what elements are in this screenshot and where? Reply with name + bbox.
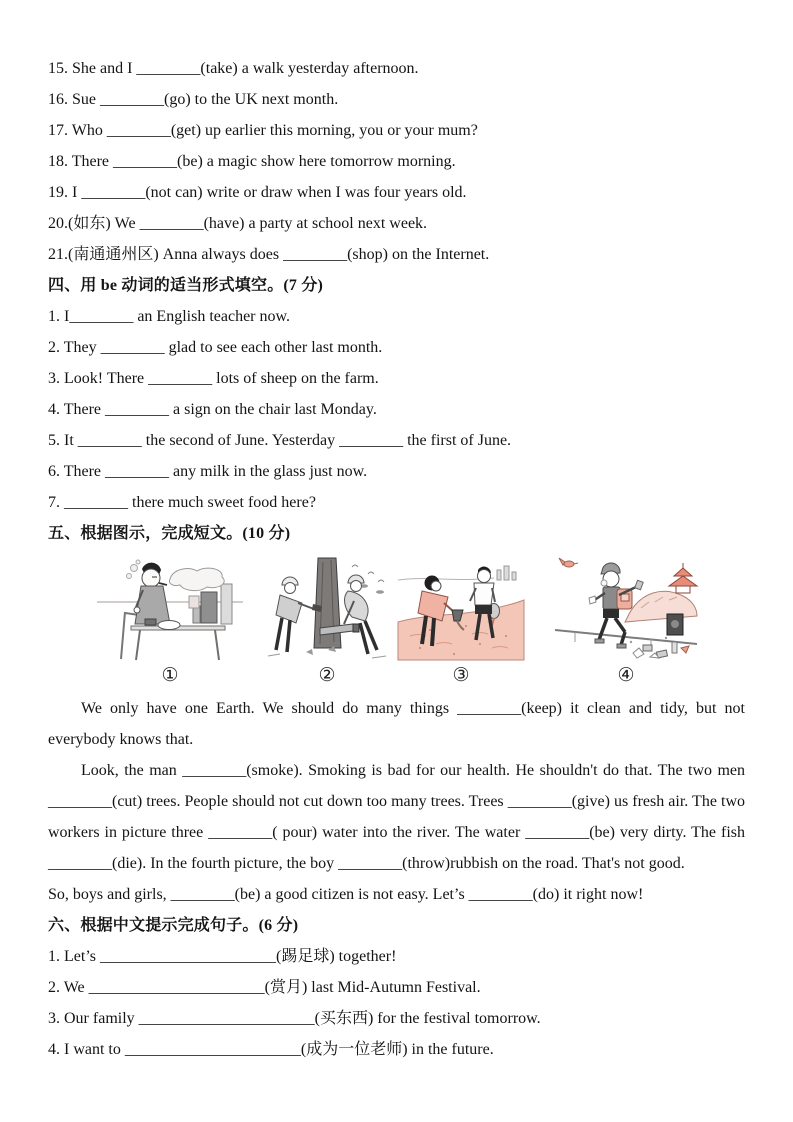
picture-2-illustration [260,556,394,662]
exercise-item-18: 18. There ________(be) a magic show here tomorrow morning. [48,153,456,170]
section-six-title: 六、根据中文提示完成句子。(6 分) [48,917,299,934]
section-four-title: 四、用 be 动词的适当形式填空。(7 分) [48,277,324,294]
section-four-item-7: 7. ________ there much sweet food here? [48,494,316,511]
picture-4-label: ④ [617,665,635,686]
section-four-item-4: 4. There ________ a sign on the chair last Monday. [48,401,377,418]
picture-3-polluting-river [396,556,526,688]
exercise-item-20: 20.(如东) We ________(have) a party at school next week. [48,215,428,232]
section-five-title: 五、根据图示，完成短文。(10 分) [48,525,291,542]
exercise-item-19: 19. I ________(not can) write or draw when I was four years old. [48,184,467,201]
section-six-item-1: 1. Let’s ______________________(踢足球) together! [48,948,397,965]
section-six-item-4: 4. I want to ______________________(成为一位老师) in the future. [48,1041,494,1058]
section-six [48,910,745,1065]
picture-3-illustration [396,556,526,662]
section-four-item-3: 3. Look! There ________ lots of sheep on the farm. [48,370,379,387]
section-four-item-5: 5. It ________ the second of June. Yesterday ________ the first of June. [48,432,512,449]
cloze-passage [48,693,745,910]
exercise-item-17: 17. Who ________(get) up earlier this morning, you or your mum? [48,122,478,139]
picture-1-smoking-man [93,556,247,688]
exercise-item-16: 16. Sue ________(go) to the UK next month. [48,91,339,108]
picture-4-littering-boy [551,552,701,688]
section-six-item-2: 2. We ______________________(赏月) last Mid-Autumn Festival. [48,979,481,996]
exercise-item-21: 21.(南通通州区) Anna always does ________(shop) on the Internet. [48,246,490,263]
section-six-item-3: 3. Our family ______________________(买东西) for the festival tomorrow. [48,1010,541,1027]
passage-paragraph-2: Look, the man ________(smoke). Smoking is bad for our health. He shouldn't do that. The two men ________(cut) trees. People should not cut down too many trees. Trees ________(give) us fresh air. The two workers in picture three ________( pour) water into the river. The water ________(be) very dirty. The fish ________(die). In the fourth picture, the boy ________(throw)rubbish on the road. That's not good. [48,762,745,872]
picture-4-illustration [551,552,701,662]
picture-1-label: ① [161,665,179,686]
picture-2-label: ② [318,665,336,686]
exercise-item-15: 15. She and I ________(take) a walk yesterday afternoon. [48,60,419,77]
picture-row [48,552,745,688]
passage-paragraph-3: So, boys and girls, ________(be) a good citizen is not easy. Let’s ________(do) it right now! [48,886,644,903]
picture-1-illustration [93,556,247,662]
section-four-item-6: 6. There ________ any milk in the glass just now. [48,463,368,480]
picture-3-label: ③ [452,665,470,686]
section-four-item-2: 2. They ________ glad to see each other last month. [48,339,383,356]
section-four-item-1: 1. I________ an English teacher now. [48,308,291,325]
picture-2-tree-cutting [260,556,394,688]
passage-paragraph-1: We only have one Earth. We should do many things ________(keep) it clean and tidy, but not everybody knows that. [48,700,745,748]
